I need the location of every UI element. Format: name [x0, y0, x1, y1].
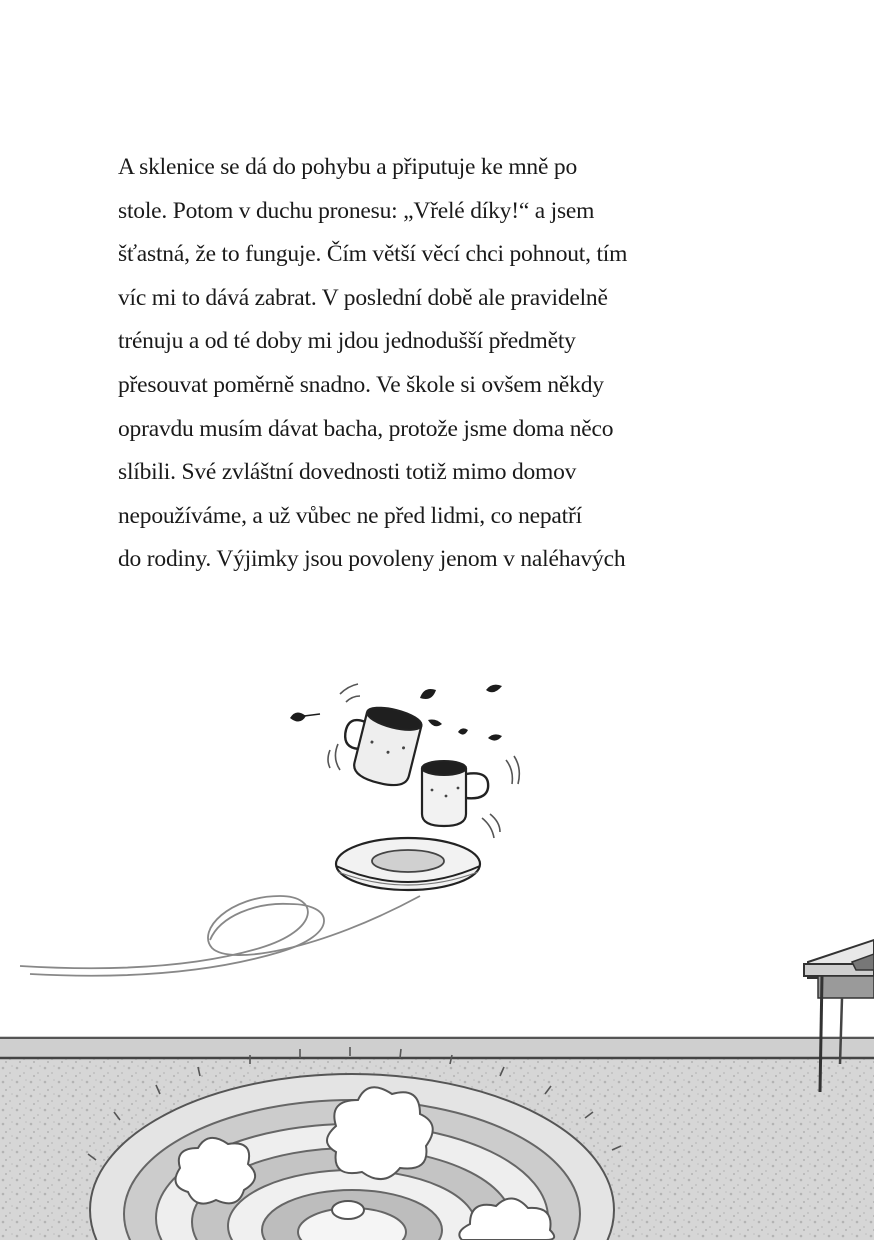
text-line: slíbili. Své zvláštní dovednosti totiž mimo domov — [118, 459, 577, 486]
text-line: přesouvat poměrně snadno. Ve škole si ovšem někdy — [118, 371, 604, 398]
text-line: do rodiny. Výjimky jsou povoleny jenom v naléhavých — [118, 546, 626, 573]
text-line: víc mi to dává zabrat. V poslední době ale pravidelně — [118, 284, 608, 311]
text-line: nepoužíváme, a už vůbec ne před lidmi, co nepatří — [118, 502, 582, 529]
text-line: A sklenice se dá do pohybu a připutuje ke mně po — [118, 154, 577, 180]
motion-lines — [482, 756, 519, 838]
text-line: šťastná, že to funguje. Čím větší věcí chci pohnout, tím — [118, 241, 628, 268]
motion-swirl — [20, 896, 420, 976]
text-line: opravdu musím dávat bacha, protože jsme doma něco — [118, 415, 614, 442]
plate-icon — [336, 838, 480, 890]
flying-mug-icon — [335, 699, 423, 789]
text-line: stole. Potom v duchu pronesu: „Vřelé díky!“ a jsem — [118, 197, 595, 224]
flying-mug-icon — [422, 761, 488, 826]
text-line: trénuju a od té doby mi jdou jednodušší předměty — [118, 328, 576, 355]
